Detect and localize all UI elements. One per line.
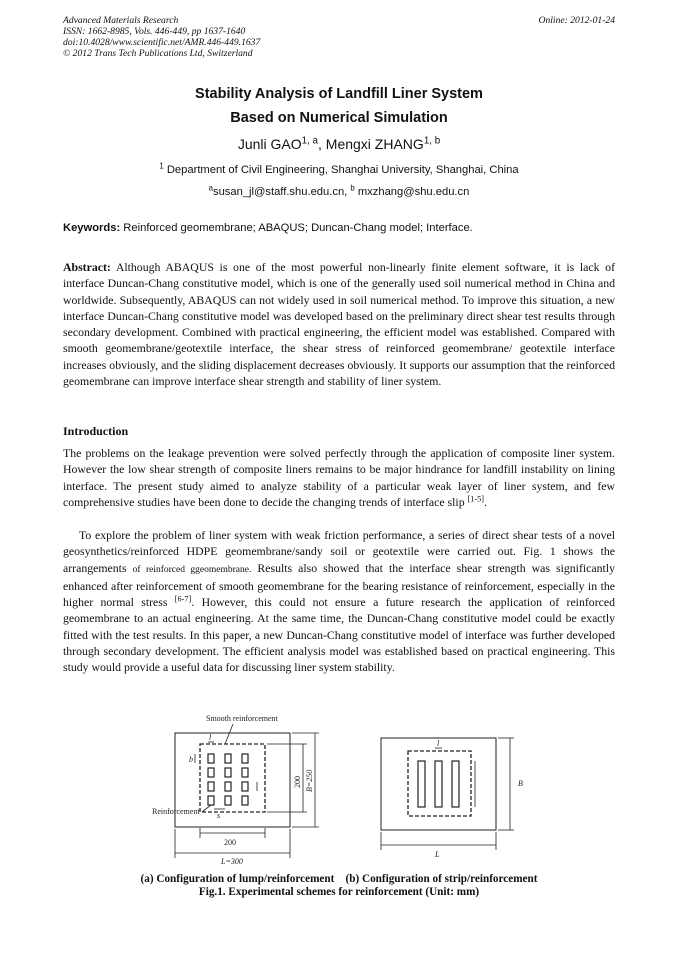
author-affiliation-marker: 1, a	[301, 135, 318, 147]
figure-subcaptions	[0, 873, 678, 885]
abstract-text: Although ABAQUS is one of the most powerful non-linearly finite element software, it is lack of interface Duncan-Chang constitutive model, which is one of the generally used soil numerical method in China and worldwide. Subsequently, ABAQUS can not widely used in soil numerical method. To improve this situation, a new interface Duncan-Chang constitutive model was developed based on the preliminary direct shear test results through secondary development. Combined with practical engineering, the efficient model was established. Compared with smooth geomembrane/geotextile interface, the shear stress of reinforced geomembrane/ geotextile interface increases obviously, and the sliding displacement decreases obviously. It supports our assumption that the reinforced geomembrane can improve interface shear strength and stability of liner system.	[63, 260, 615, 389]
author-name: Mengxi ZHANG	[325, 136, 424, 152]
journal-header	[63, 15, 260, 59]
author-affiliation-marker: 1, b	[423, 135, 441, 147]
figure-reinforcement-schemes	[145, 706, 525, 874]
issn-line: ISSN: 1662-8985, Vols. 446-449, pp 1637-1640	[63, 26, 246, 37]
citation-reference: [6-7]	[174, 594, 192, 604]
author-separator: ,	[318, 136, 326, 152]
copyright-line: © 2012 Trans Tech Publications Ltd, Switzerland	[63, 48, 253, 59]
title-line-2: Based on Numerical Simulation	[230, 110, 448, 126]
affiliation	[0, 161, 678, 176]
online-date: Online: 2012-01-24	[538, 15, 615, 26]
dim-label: L=300	[221, 857, 243, 866]
section-heading: Introduction	[63, 424, 129, 438]
dim-label: B=250	[305, 769, 314, 792]
email-marker: a	[208, 183, 213, 193]
strip-set	[418, 761, 459, 807]
panel-b-outer-box	[381, 738, 496, 830]
abstract	[63, 259, 615, 389]
paragraph-text: To explore the problem of liner system with weak friction performance, a series of direct shear tests of a novel geosynthetics/reinforced HDPE geomembrane/sandy soil or geotextile were carried out. Fig. 1 shows the arrangements	[63, 528, 615, 575]
paragraph-text: Results also showed that the interface shear strength was significantly enhanced after reinforcement of smooth geomembrane for the bearing resistance of reinforcement, especially in the higher normal stress	[63, 560, 615, 610]
dim-label: 200	[224, 838, 236, 847]
subcaption-b: (b) Configuration of strip/reinforcement	[345, 873, 538, 885]
lump-grid	[208, 754, 248, 805]
reinforcement-leader	[202, 805, 211, 812]
keywords-text: Reinforced geomembrane; ABAQUS; Duncan-Chang model; Interface.	[120, 222, 473, 234]
email-list	[0, 183, 678, 198]
panel-b-dimensions	[381, 738, 514, 850]
citation-reference: [1-5]	[467, 494, 485, 504]
journal-name: Advanced Materials Research	[63, 15, 179, 26]
affiliation-marker: 1	[159, 161, 164, 171]
dim-label: 200	[293, 776, 302, 788]
paragraph-text: . However, this could not ensure a future research the application of reinforced geomembrane to an actual engineering. At the same time, the Duncan-Chang constitutive model could be exactly fitted with the test results. In this paper, a new Duncan-Chang constitutive model of interface was further developed through secondary development. The efficient analysis model was established based on practical engineering. This study would provide a useful data for discussing liner system stability.	[63, 595, 615, 675]
paragraph-text: .	[484, 494, 488, 509]
dim-symbol: b	[189, 755, 193, 764]
reinforcement-label: Reinforcement	[152, 807, 200, 816]
email-address: susan_jl@staff.shu.edu.cn,	[212, 186, 351, 198]
intro-paragraph-2	[63, 527, 615, 676]
figure-caption: Fig.1. Experimental schemes for reinforcement (Unit: mm)	[198, 886, 480, 898]
dim-symbol: l	[437, 739, 440, 748]
dim-symbol: B	[518, 779, 523, 788]
email-marker: b	[350, 183, 355, 193]
dim-symbol: s	[217, 811, 221, 820]
keywords-label: Keywords:	[63, 222, 121, 234]
dim-symbol: l	[209, 733, 212, 742]
doi-line: doi:10.4028/www.scientific.net/AMR.446-449.1637	[63, 37, 261, 48]
author-name: Junli GAO	[237, 136, 302, 152]
dim-symbol: L	[435, 850, 440, 859]
subcaption-a: (a) Configuration of lump/reinforcement	[140, 873, 335, 885]
paragraph-text: The problems on the leakage prevention were solved perfectly through the application of composite liner system. However the low shear strength of composite liners remains to be major hindrance for landfill instability on lining interface. The present study aimed to analyze stability of a particular weak layer of liner system, and few comprehensive studies have been done to decide the changing trends of interface slip	[63, 446, 615, 509]
smooth-reinforcement-leader	[225, 724, 233, 744]
smooth-reinforcement-label: Smooth reinforcement	[206, 714, 278, 723]
title-line-1: Stability Analysis of Landfill Liner System	[195, 86, 483, 102]
intro-paragraph-1	[63, 445, 615, 510]
paragraph-text-small: of reinforced ggeomembrane.	[132, 564, 252, 575]
paper-title	[0, 82, 678, 130]
author-list	[0, 136, 678, 152]
affiliation-text: Department of Civil Engineering, Shanghai University, Shanghai, China	[166, 164, 519, 176]
email-address: mxzhang@shu.edu.cn	[354, 186, 470, 198]
abstract-label: Abstract:	[63, 260, 111, 274]
keywords	[63, 222, 615, 234]
